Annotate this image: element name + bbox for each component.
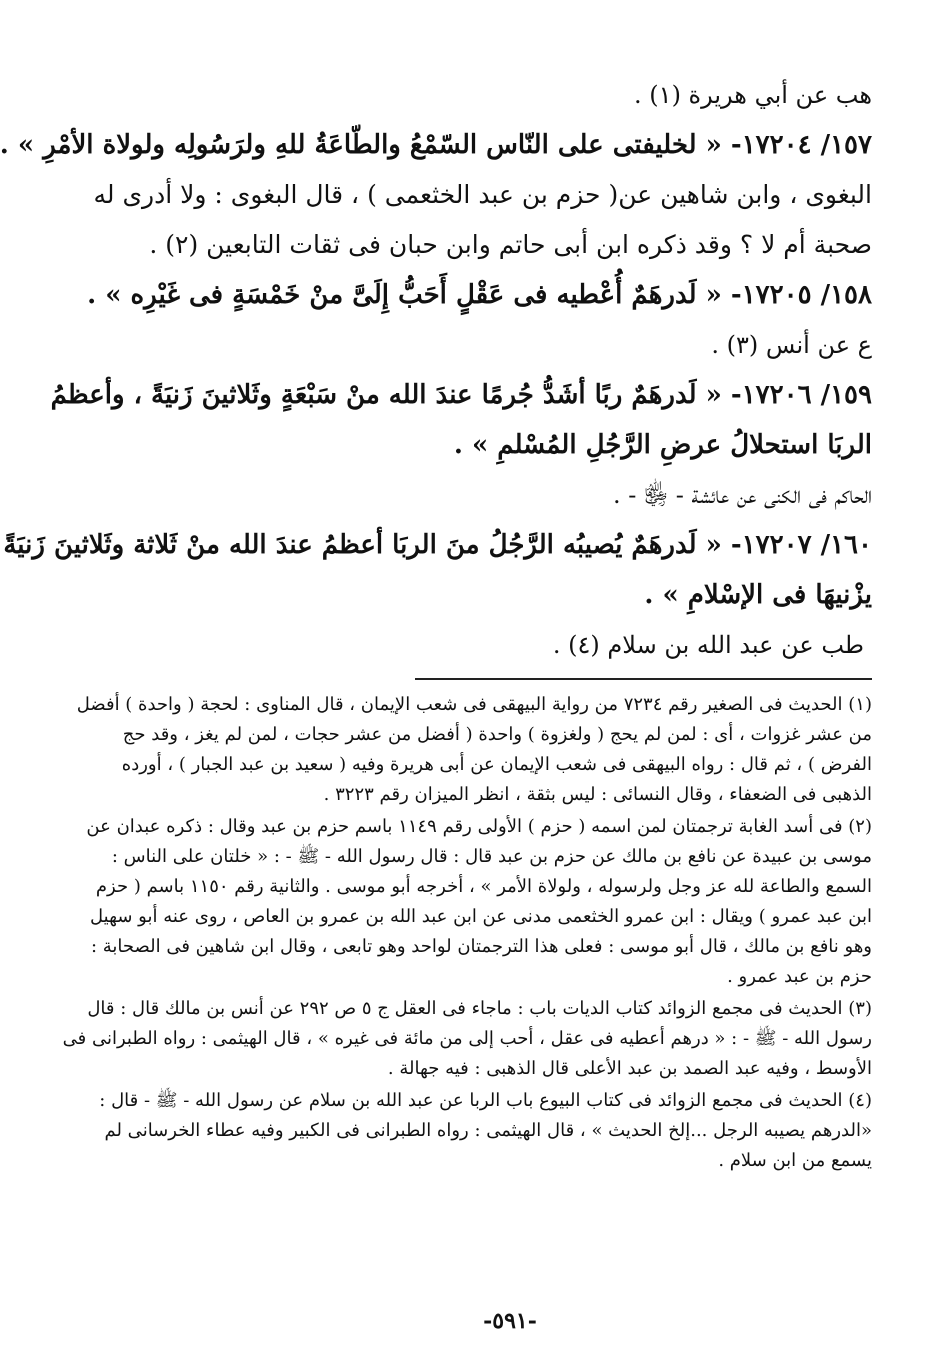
footnote-2 bbox=[86, 812, 872, 992]
source-line: طب عن عبد الله بن سلام (٤) . bbox=[552, 631, 864, 659]
hadith-line: يزْنيهَا فى الإسْلامِ » . bbox=[644, 580, 872, 610]
footnote-line: «الدرهم يصيبه الرجل ...إلخ الحديث » ، قال الهيثمى : رواه الطبرانى فى الكبير وفيه عطاء الخرسانى لم bbox=[104, 1120, 872, 1141]
hadith-line: الربَا استحلالُ عرضِ الرَّجُلِ المُسْلمِ » . bbox=[453, 430, 872, 460]
footnote-line: حزم بن عبد عمرو . bbox=[727, 966, 872, 987]
footnote-line: وهو نافع بن مالك ، قال أبو موسى : فعلى هذا الترجمتان لواحد وهو تابعى ، وقال ابن شاهين فى الصحابة : bbox=[90, 936, 872, 957]
footnote-divider bbox=[415, 678, 872, 680]
footnote-1 bbox=[76, 690, 872, 810]
footnote-line: رسول الله - ﷺ - : « درهم أعطيه فى عقل ، أحب إلى من مائة فى غيره » ، قال الهيثمى : رواه الطبرانى فى bbox=[62, 1028, 872, 1049]
footnote-line: الفرض ) ، ثم قال : رواه البيهقى فى شعب الإيمان عن أبى هريرة وفيه ( سعيد بن عبد الجبار ) ، أورده bbox=[121, 754, 872, 775]
source-line: هب عن أبي هريرة (١) . bbox=[634, 81, 872, 109]
hadith-line: ١٥٨/ ١٧٢٠٥- « لَدرهَمٌ أُعْطيه فى عَقْلٍ أَحَبُّ إِلَىَّ منْ خَمْسَةٍ فى غَيْرِه » . bbox=[87, 280, 872, 310]
page-number: -٥٩١- bbox=[483, 1308, 537, 1334]
source-line: الحاكم فى الكنى عن عائشة - ﵂ - . bbox=[612, 481, 872, 509]
footnote-line: الذهبى فى الضعفاء ، وقال النسائى : ليس بثقة ، انظر الميزان رقم ٣٢٢٣ . bbox=[323, 784, 872, 805]
footnote-line: (٤) الحديث فى مجمع الزوائد فى كتاب البيوع باب الربا عن عبد الله بن سلام عن رسول الله - ﷺ - قال : bbox=[99, 1090, 872, 1111]
footnote-4 bbox=[99, 1086, 872, 1176]
main-text bbox=[0, 70, 872, 670]
footnote-line: يسمع من ابن سلام . bbox=[718, 1150, 872, 1171]
footnote-line: (١) الحديث فى الصغير رقم ٧٢٣٤ من رواية البيهقى فى شعب الإيمان ، قال المناوى : لحجة ( واحدة ) أفضل bbox=[76, 694, 872, 715]
hadith-line: ١٥٩/ ١٧٢٠٦- « لَدرهَمٌ ربًا أشَدُّ جُرمًا عندَ الله منْ سَبْعَةٍ وثَلاثينَ زَنيَةً ، وأعظمُ bbox=[50, 380, 872, 410]
footnote-line: (٢) فى أسد الغابة ترجمتان لمن اسمه ( حزم ) الأولى رقم ١١٤٩ باسم حزم بن عبد وقال : ذكره عبدان عن bbox=[86, 816, 872, 837]
footnote-line: موسى بن عبيدة عن نافع بن مالك عن حزم بن عبد قال : قال رسول الله - ﷺ - : « خلتان على الناس : bbox=[111, 846, 872, 867]
source-line: ع عن أنس (٣) . bbox=[711, 331, 872, 359]
footnote-line: من عشر غزوات ، أى : لمن لم يحج ( ولغزوة ) واحدة ( أفضل من عشر حجات ، لمن لم يغز ، وقد حج bbox=[122, 724, 872, 745]
footnote-line: ابن عبد عمرو ) ويقال : ابن عمرو الخثعمى مدنى عن ابن عبد الله بن عمرو بن العاص ، روى عنه أبو سهيل bbox=[90, 906, 872, 927]
footnotes bbox=[62, 690, 872, 1176]
footnote-3 bbox=[62, 994, 872, 1084]
source-line: صحبة أم لا ؟ وقد ذكره ابن أبى حاتم وابن حبان فى ثقات التابعين (٢) . bbox=[149, 230, 872, 259]
hadith-line: ١٥٧/ ١٧٢٠٤- « لخليفتى على النّاس السّمْعُ والطّاعَةُ للهِ ولرَسُولِه ولولاة الأمْرِ » . bbox=[0, 130, 872, 160]
footnote-line: (٣) الحديث فى مجمع الزوائد كتاب الديات باب : ماجاء فى العقل ج ٥ ص ٢٩٢ عن أنس بن مالك قال : قال bbox=[87, 998, 872, 1019]
footnote-line: السمع والطاعة لله عز وجل ولرسوله ، ولولاة الأمر » ، أخرجه أبو موسى . والثانية رقم ١١٥٠ باسم ( حزم bbox=[95, 876, 872, 897]
footnote-line: الأوسط ، وفيه عبد الصمد بن عبد الأعلى قال الذهبى : فيه جهالة . bbox=[387, 1058, 872, 1079]
hadith-line: ١٦٠/ ١٧٢٠٧- « لَدرهَمٌ يُصيبُه الرَّجُلُ منَ الربَا أعظمُ عندَ الله منْ ثَلاثة وثَلاثينَ زَنيَةً bbox=[3, 530, 872, 560]
source-line: البغوى ، وابن شاهين عن( حزم بن عبد الخثعمى ) ، قال البغوى : ولا أدرى له bbox=[93, 180, 872, 209]
